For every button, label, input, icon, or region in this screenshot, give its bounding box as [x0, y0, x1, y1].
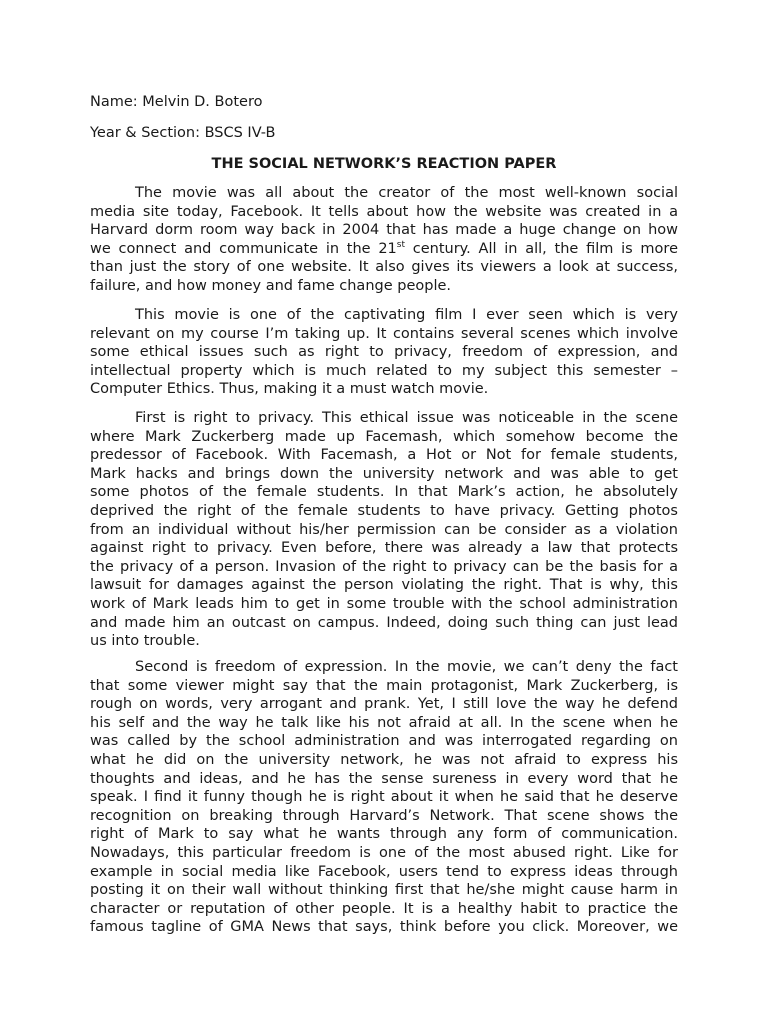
text-line: Mark hacks and brings down the university network and was able to get	[90, 465, 678, 482]
year-section: Year & Section: BSCS IV-B	[90, 125, 276, 141]
text-line: This movie is one of the captivating film I ever seen which is very	[135, 307, 678, 323]
text-line: deprived the right of the female students to have privacy. Getting photos	[90, 502, 678, 519]
text-line: Second is freedom of expression. In the movie, we can’t deny the fact	[135, 659, 678, 675]
text-line: and made him an outcast on campus. Indeed, doing such thing can just lead	[90, 614, 678, 631]
text-line: from an individual without his/her permission can be consider as a violation	[90, 521, 678, 538]
text-line: character or reputation of other people. It is a healthy habit to practice the	[90, 900, 678, 917]
paper-title: THE SOCIAL NETWORK’S REACTION PAPER	[211, 156, 557, 172]
text-line: was called by the school administration and was interrogated regarding on	[90, 733, 678, 750]
text-line: his self and the way he talk like his not afraid at all. In the scene when he	[90, 714, 678, 731]
text-line: that some viewer might say that the main protagonist, Mark Zuckerberg, is	[90, 677, 678, 694]
paragraph-expression	[90, 658, 678, 937]
text-line: failure, and how money and fame change people.	[90, 277, 451, 294]
text-line: right of Mark to say what he wants through any form of communication.	[90, 826, 678, 843]
text-line: relevant on my course I’m taking up. It contains several scenes which involve	[90, 325, 678, 342]
text-line	[90, 240, 678, 259]
text-line: some photos of the female students. In that Mark’s action, he absolutely	[90, 484, 678, 501]
text-line: example in social media like Facebook, users tend to express ideas through	[90, 863, 678, 880]
text-line: some ethical issues such as right to privacy, freedom of expression, and	[90, 344, 678, 361]
text-line: than just the story of one website. It also gives its viewers a look at success,	[90, 259, 678, 276]
paragraph-relevance	[90, 306, 678, 399]
text-line: rough on words, very arrogant and prank. Yet, I still love the way he defend	[90, 696, 678, 713]
text-line: Computer Ethics. Thus, making it a must watch movie.	[90, 381, 489, 398]
text-line: against right to privacy. Even before, there was already a law that protects	[90, 540, 678, 557]
text-fragment: we connect and communicate in the 21	[90, 240, 397, 257]
text-line: The movie was all about the creator of the most well-known social	[135, 185, 678, 201]
text-line: where Mark Zuckerberg made up Facemash, which somehow become the	[90, 428, 678, 445]
superscript-ordinal: st	[396, 239, 405, 250]
text-line: the privacy of a person. Invasion of the right to privacy can be the basis for a	[90, 558, 678, 575]
text-line: us into trouble.	[90, 633, 200, 650]
paragraph-intro	[90, 184, 678, 296]
text-line: Harvard dorm room way back in 2004 that has made a huge change on how	[90, 222, 678, 239]
text-fragment: century. All in all, the film is more	[405, 240, 678, 257]
text-line: thoughts and ideas, and he has the sense sureness in every word that he	[90, 770, 678, 787]
text-line: media site today, Facebook. It tells about how the website was created in a	[90, 203, 678, 220]
text-line: what he did on the university network, he was not afraid to express his	[90, 751, 678, 768]
paragraph-privacy	[90, 409, 678, 651]
text-line: predessor of Facebook. With Facemash, a Hot or Not for female students,	[90, 447, 678, 464]
text-line: intellectual property which is much related to my subject this semester –	[90, 362, 678, 379]
text-line: Nowadays, this particular freedom is one of the most abused right. Like for	[90, 844, 678, 861]
text-line: work of Mark leads him to get in some trouble with the school administration	[90, 595, 678, 612]
text-line: posting it on their wall without thinking first that he/she might cause harm in	[90, 882, 678, 899]
text-line: First is right to privacy. This ethical issue was noticeable in the scene	[135, 410, 678, 426]
text-line: speak. I find it funny though he is right about it when he said that he deserve	[90, 789, 678, 806]
author-name: Name: Melvin D. Botero	[90, 94, 263, 110]
text-line: lawsuit for damages against the person violating the right. That is why, this	[90, 577, 678, 594]
text-line: famous tagline of GMA News that says, think before you click. Moreover, we	[90, 919, 678, 936]
text-line: recognition on breaking through Harvard’s Network. That scene shows the	[90, 807, 678, 824]
